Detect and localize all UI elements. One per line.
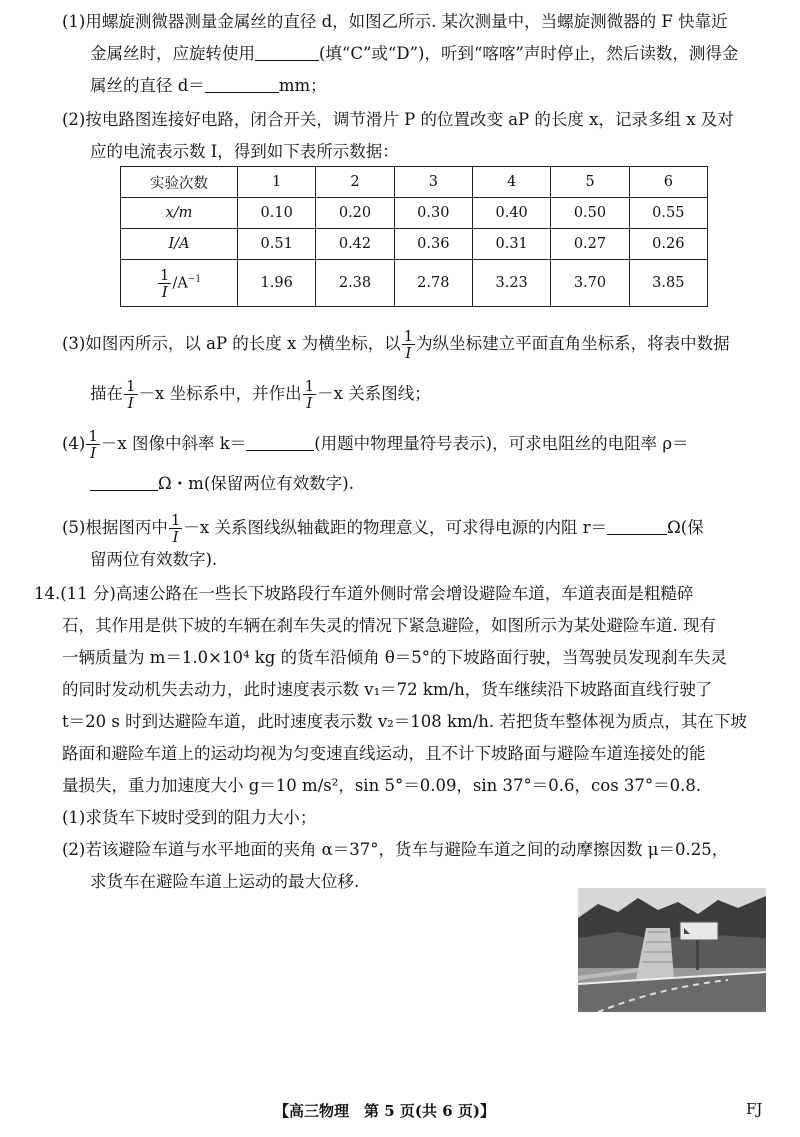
table-cell: 3.85 [629, 260, 707, 307]
fraction: $\frac{1}{I}$ [88, 427, 98, 462]
table-cell: 0.40 [472, 198, 550, 229]
table-cell: 0.20 [316, 198, 394, 229]
q3-part2-line2: 应的电流表示数 I，得到如下表所示数据： [90, 142, 399, 161]
table-cell: 0.36 [394, 229, 472, 260]
answer-blank[interactable] [607, 516, 667, 535]
table-cell: 0.30 [394, 198, 472, 229]
q3-part1-line2 [90, 42, 738, 66]
q14-line2: 石，其作用是供下坡的车辆在刹车失灵的情况下紧急避险，如图所示为某处避险车道. 现有 [62, 616, 716, 635]
row-label-i: I/A [121, 229, 238, 260]
table-cell: 0.55 [629, 198, 707, 229]
table-header-label: 实验次数 [121, 167, 238, 198]
q3-part5-line1: (5)根据图丙中 $\frac{1}{I}$ －x 关系图线纵轴截距的物理意义，可求得电源的内阻 r＝ Ω(保 [62, 511, 704, 546]
q3-part1-line2a: 金属丝时，应旋转使用 [90, 44, 255, 63]
q14-sub2-line1: (2)若该避险车道与水平地面的夹角 α＝37°，货车与避险车道之间的动摩擦因数 μ＝0.25， [62, 840, 729, 859]
table-row [121, 167, 708, 198]
table-cell: 4 [472, 167, 550, 198]
answer-blank[interactable] [246, 432, 314, 451]
table-cell: 3.23 [472, 260, 550, 307]
table-cell: 0.10 [238, 198, 316, 229]
table-row [121, 229, 708, 260]
q14-line4: 的同时发动机失去动力，此时速度表示数 v₁＝72 km/h，货车继续沿下坡路面直线行驶了 [62, 680, 713, 699]
table-row [121, 198, 708, 229]
table-cell: 0.31 [472, 229, 550, 260]
data-table [120, 166, 708, 307]
table-cell: 2 [316, 167, 394, 198]
table-cell: 2.78 [394, 260, 472, 307]
table-cell: 3.70 [551, 260, 629, 307]
answer-blank[interactable] [90, 472, 158, 491]
table-cell: 0.51 [238, 229, 316, 260]
q14-sub2-line2: 求货车在避险车道上运动的最大位移. [90, 872, 360, 891]
q3-part1-line3a: 属丝的直径 d＝ [90, 76, 205, 95]
q3-part1-line3b: mm； [278, 76, 327, 95]
q3-part1-line3 [90, 74, 327, 98]
answer-blank[interactable] [255, 42, 319, 61]
q14-line6: 路面和避险车道上的运动均视为匀变速直线运动，且不计下坡路面与避险车道连接处的能 [62, 744, 706, 763]
table-cell: 0.50 [551, 198, 629, 229]
q3-part3-line1: (3)如图丙所示，以 aP 的长度 x 为横坐标，以 $\frac{1}{I}$ 为纵坐标建立平面直角坐标系，将表中数据 [62, 327, 730, 362]
fraction: $\frac{1}{I}$ [304, 377, 315, 412]
row-label-x: x/m [121, 198, 238, 229]
table-cell: 5 [551, 167, 629, 198]
fraction: $\frac{1}{I}$ [159, 265, 170, 301]
fraction: $\frac{1}{I}$ [126, 377, 136, 412]
table-cell: 1.96 [238, 260, 316, 307]
q14-sub1: (1)求货车下坡时受到的阻力大小； [62, 808, 317, 827]
escape-ramp-photo [578, 888, 766, 1012]
q14-line1: 14.(11 分)高速公路在一些长下坡路段行车道外侧时常会增设避险车道，车道表面是粗糙碎 [34, 584, 694, 603]
row-label-inverse-i: $\frac{1}{I}$ $/A^{-1}$ [121, 260, 238, 307]
table-cell: 1 [238, 167, 316, 198]
q3-part4-line1: (4) $\frac{1}{I}$ －x 图像中斜率 k＝ (用题中物理量符号表示)，可求电阻丝的电阻率 ρ＝ [62, 427, 689, 462]
q14-line5: t＝20 s 时到达避险车道，此时速度表示数 v₂＝108 km/h. 若把货车整体视为质点，其在下坡 [62, 712, 747, 731]
answer-blank[interactable] [205, 74, 279, 93]
table-cell: 6 [629, 167, 707, 198]
q3-part3-line2: 描在 $\frac{1}{I}$ －x 坐标系中，并作出 $\frac{1}{I}$ －x 关系图线； [90, 377, 431, 412]
page-footer: 【高三物理 第 5 页(共 6 页)】 [274, 1102, 495, 1120]
q3-part1-line1: (1)用螺旋测微器测量金属丝的直径 d，如图乙所示. 某次测量中，当螺旋测微器的 F 快靠近 [62, 12, 728, 31]
q3-part5-line2: 留两位有效数字). [90, 550, 218, 569]
q3-part4-line2: Ω・m(保留两位有效数字). [90, 472, 354, 496]
table-cell: 0.42 [316, 229, 394, 260]
q14-line7: 量损失，重力加速度大小 g＝10 m/s²，sin 5°＝0.09，sin 37°＝0.6，cos 37°＝0.8. [62, 776, 702, 795]
footer-code: FJ [746, 1100, 763, 1118]
fraction: $\frac{1}{I}$ [403, 327, 414, 362]
table-cell: 0.27 [551, 229, 629, 260]
q3-part1-line2b: (填“C”或“D”)，听到“喀喀”声时停止，然后读数，测得金 [319, 44, 739, 63]
fraction: $\frac{1}{I}$ [170, 511, 181, 546]
q3-part2-line1: (2)按电路图连接好电路，闭合开关，调节滑片 P 的位置改变 aP 的长度 x，记录多组 x 及对 [62, 110, 734, 129]
table-cell: 0.26 [629, 229, 707, 260]
table-cell: 2.38 [316, 260, 394, 307]
q14-line3: 一辆质量为 m＝1.0×10⁴ kg 的货车沿倾角 θ＝5°的下坡路面行驶，当驾驶员发现刹车失灵 [62, 648, 728, 667]
table-cell: 3 [394, 167, 472, 198]
table-row [121, 260, 708, 307]
